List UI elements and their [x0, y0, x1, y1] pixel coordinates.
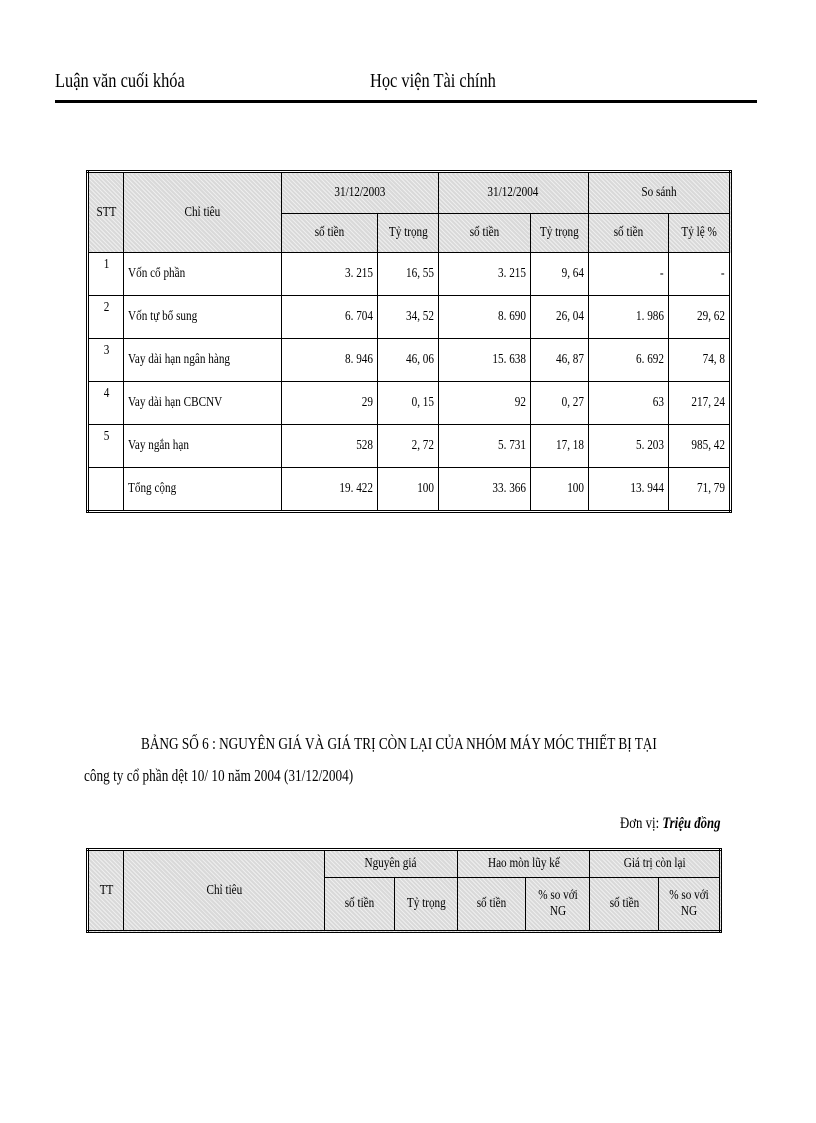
total-row	[88, 468, 731, 512]
cell-name: Vốn cổ phần	[124, 253, 282, 296]
unit-note	[620, 815, 721, 833]
cell-diff: 6. 692	[588, 339, 668, 382]
table-row	[88, 425, 731, 468]
header-2003: 31/12/2003	[282, 172, 438, 214]
cell-value-2004: 15. 638	[438, 339, 530, 382]
cell-name: Tổng cộng	[124, 468, 282, 512]
header-giatri: Giá trị còn lại	[590, 850, 721, 878]
header-tt: TT	[88, 850, 124, 932]
cell-name: Vay dài hạn ngân hàng	[124, 339, 282, 382]
header-sotien-ng: số tiền	[325, 878, 395, 932]
cell-value-2004: 33. 366	[438, 468, 530, 512]
cell-rate: 74, 8	[668, 339, 730, 382]
cell-diff: 63	[588, 382, 668, 425]
header-tytrong-ng: Tỷ trọng	[395, 878, 457, 932]
header-haomon: Hao mòn lũy kế	[457, 850, 590, 878]
cell-share-2003: 46, 06	[378, 339, 438, 382]
cell-value-2004: 92	[438, 382, 530, 425]
header-tytrong-2003: Tỷ trọng	[378, 214, 438, 253]
cell-value-2003: 528	[282, 425, 378, 468]
header-sotien-hm: số tiền	[457, 878, 525, 932]
cell-value-2004: 8. 690	[438, 296, 530, 339]
cell-share-2004: 46, 87	[530, 339, 588, 382]
header-compare: So sánh	[588, 172, 730, 214]
cell-value-2003: 3. 215	[282, 253, 378, 296]
header-sotien-gt: số tiền	[590, 878, 658, 932]
header-rule	[55, 100, 757, 103]
cell-share-2003: 100	[378, 468, 438, 512]
cell-value-2003: 29	[282, 382, 378, 425]
header-sotien-compare: số tiền	[588, 214, 668, 253]
cell-diff: 1. 986	[588, 296, 668, 339]
cell-rate: 217, 24	[668, 382, 730, 425]
cell-value-2003: 19. 422	[282, 468, 378, 512]
header-sotien-2003: số tiền	[282, 214, 378, 253]
header-tyle: Tỷ lệ %	[668, 214, 730, 253]
header-tytrong-2004: Tỷ trọng	[530, 214, 588, 253]
table-caption-line1: BẢNG SỐ 6 : NGUYÊN GIÁ VÀ GIÁ TRỊ CÒN LẠI CỦA NHÓM MÁY MÓC THIẾT BỊ TẠI	[141, 734, 657, 753]
cell-value-2003: 8. 946	[282, 339, 378, 382]
cell-value-2003: 6. 704	[282, 296, 378, 339]
header-percent-gt: % so với NG	[658, 878, 720, 932]
cell-share-2004: 9, 64	[530, 253, 588, 296]
cell-share-2004: 100	[530, 468, 588, 512]
cell-rate: 71, 79	[668, 468, 730, 512]
unit-label: Đơn vị:	[620, 815, 660, 832]
table-row	[88, 339, 731, 382]
cell-value-2004: 5. 731	[438, 425, 530, 468]
header-chitieu: Chỉ tiêu	[124, 850, 325, 932]
cell-share-2004: 17, 18	[530, 425, 588, 468]
cell-rate: -	[668, 253, 730, 296]
cell-name: Vốn tự bổ sung	[124, 296, 282, 339]
cell-value-2004: 3. 215	[438, 253, 530, 296]
cell-stt	[88, 468, 124, 512]
table-row	[88, 253, 731, 296]
table-row	[88, 382, 731, 425]
cell-stt: 3	[88, 339, 124, 382]
cell-share-2003: 34, 52	[378, 296, 438, 339]
cell-stt: 5	[88, 425, 124, 468]
header-left: Luận văn cuối khóa	[55, 70, 185, 92]
cell-stt: 2	[88, 296, 124, 339]
header-chitieu: Chỉ tiêu	[124, 172, 282, 253]
cell-stt: 1	[88, 253, 124, 296]
cell-share-2003: 2, 72	[378, 425, 438, 468]
cell-name: Vay dài hạn CBCNV	[124, 382, 282, 425]
table-row	[88, 296, 731, 339]
cell-rate: 985, 42	[668, 425, 730, 468]
unit-value: Triệu đồng	[662, 815, 721, 832]
cell-diff: 5. 203	[588, 425, 668, 468]
header-center: Học viện Tài chính	[370, 70, 496, 92]
cell-name: Vay ngắn hạn	[124, 425, 282, 468]
header-percent-hm: % so với NG	[526, 878, 590, 932]
cell-diff: 13. 944	[588, 468, 668, 512]
cell-rate: 29, 62	[668, 296, 730, 339]
header-nguyengia: Nguyên giá	[325, 850, 458, 878]
capital-table	[86, 170, 732, 513]
cell-stt: 4	[88, 382, 124, 425]
cell-diff: -	[588, 253, 668, 296]
header-stt: STT	[88, 172, 124, 253]
header-2004: 31/12/2004	[438, 172, 588, 214]
cell-share-2004: 26, 04	[530, 296, 588, 339]
equipment-table	[86, 848, 722, 933]
cell-share-2004: 0, 27	[530, 382, 588, 425]
cell-share-2003: 0, 15	[378, 382, 438, 425]
header-sotien-2004: số tiền	[438, 214, 530, 253]
table-caption-line2: công ty cổ phần dệt 10/ 10 năm 2004 (31/12/2004)	[84, 766, 354, 785]
cell-share-2003: 16, 55	[378, 253, 438, 296]
